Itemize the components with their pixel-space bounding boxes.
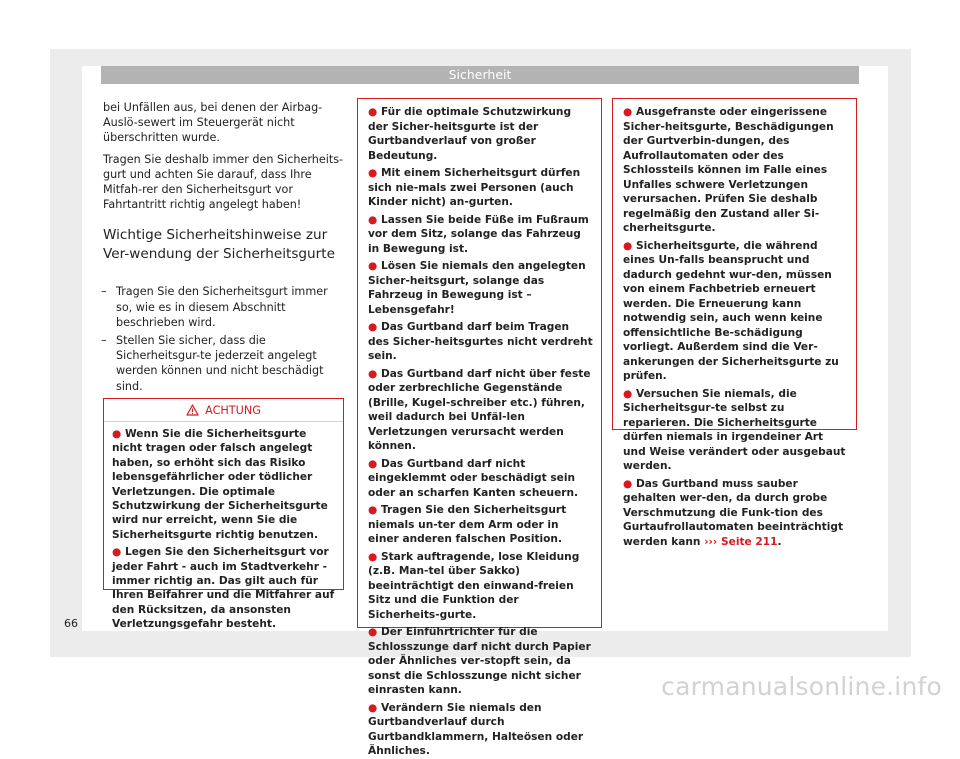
- list-item-text: Lassen Sie beide Füße im Fußraum vor dem Sitz, solange das Fahrzeug in Bewegung ist.: [368, 213, 589, 255]
- list-item: [623, 105, 848, 236]
- list-item-text: Ausgefranste oder eingerissene Sicher-heitsgurte, Beschädigungen der Gurtverbin-dungen, des Aufrollautomaten oder des Schlossteils können im Falle eines Unfalles schwere Verletzungen verursachen. Prüfen Sie deshalb regelmäßig den Zustand aller Si-cherheitsgurte.: [623, 106, 834, 234]
- list-item: [368, 701, 593, 759]
- list-item: [368, 213, 593, 257]
- list-item-text: Lösen Sie niemals den angelegten Sicher-heitsgurt, solange das Fahrzeug in Bewegung ist – Lebensgefahr!: [368, 260, 586, 316]
- dash-marker: –: [101, 334, 107, 348]
- bullet-icon: ●: [368, 701, 378, 714]
- sentence-end: .: [777, 535, 782, 548]
- list-item: [368, 166, 593, 210]
- intro-paragraph: bei Unfällen aus, bei denen der Airbag-Auslö-sewert im Steuergerät nicht überschritten wurde.: [103, 101, 323, 145]
- list-item: [623, 387, 848, 474]
- list-item-text: Das Gurtband muss sauber gehalten wer-den, da durch grobe Verschmutzung die Funk-tion des Gurtaufrollautomaten beeinträchtigt werden kann: [623, 477, 844, 548]
- intro-paragraph: Tragen Sie deshalb immer den Sicherheits-gurt und achten Sie darauf, dass Ihre Mitfah-rer den Sicherheitsgurt vor Fahrtantritt richtig angelegt haben!: [103, 152, 344, 212]
- list-item-text: Stark auftragende, lose Kleidung (z.B. Man-tel über Sakko) beeinträchtigt den einwand-freien Sitz und die Funktion der Sicherheits-gurte.: [368, 550, 580, 621]
- list-item-text: Sicherheitsgurte, die während eines Un-falls beansprucht und dadurch gedehnt wur-den, müssen von einem Fachbetrieb erneuert werden. Die Erneuerung kann notwendig sein, auch wenn keine offensichtliche Be-schädigung vorliegt. Außerdem sind die Ver-ankerungen der Sicherheitsgurte zu prüfen.: [623, 239, 839, 382]
- bullet-icon: ●: [368, 260, 378, 272]
- list-item-text: Mit einem Sicherheitsgurt dürfen sich nie-mals zwei Personen (auch Kinder nicht) an-gurten.: [368, 167, 581, 208]
- watermark: carmanualsonline.info: [661, 672, 942, 701]
- safety-notes-box-2: [612, 98, 857, 548]
- list-item: [368, 367, 593, 454]
- list-item: [623, 477, 848, 550]
- list-item-text: Das Gurtband darf beim Tragen des Sicher-heitsgurtes nicht verdreht sein.: [368, 321, 593, 362]
- list-item-text: Tragen Sie den Sicherheitsgurt immer so, wie es in diesem Abschnitt beschrieben wird.: [116, 285, 328, 329]
- bullet-icon: ●: [368, 367, 378, 380]
- column-1: [103, 100, 346, 397]
- safety-notes-list: [358, 99, 601, 759]
- warning-triangle-icon: [186, 404, 199, 416]
- warning-box: [103, 398, 344, 631]
- list-item-text: Der Einführtrichter für die Schlosszunge darf nicht durch Papier oder Ähnliches ver-stopft sein, da sonst die Schlosszunge nicht sicher einrasten kann.: [368, 626, 591, 696]
- list-item-text: Für die optimale Schutzwirkung der Sicher-heitsgurte ist der Gurtbandverlauf von großer Bedeutung.: [368, 106, 572, 162]
- page-reference-link[interactable]: Seite 211: [721, 535, 778, 548]
- bullet-icon: ●: [368, 457, 378, 470]
- list-item: [368, 105, 593, 163]
- bullet-icon: ●: [112, 428, 122, 440]
- list-item: [368, 259, 593, 317]
- list-item-text: Tragen Sie den Sicherheitsgurt niemals un-ter dem Arm oder in einer anderen falschen Position.: [368, 504, 567, 545]
- list-item: [368, 550, 593, 623]
- list-item-text: Stellen Sie sicher, dass die Sicherheitsgur-te jederzeit angelegt werden können und nicht beschädigt sind.: [116, 334, 324, 393]
- bullet-icon: ●: [368, 550, 378, 563]
- list-item: [103, 333, 346, 394]
- bullet-icon: ●: [623, 239, 633, 252]
- list-item: [623, 239, 848, 384]
- list-item-text: Versuchen Sie niemals, die Sicherheitsgur-te selbst zu reparieren. Die Sicherheitsgurte dürfen niemals in irgendeiner Art und Weise verändert oder ausgebaut werden.: [623, 387, 846, 472]
- safety-notes-list: [613, 99, 856, 549]
- page-title: Sicherheit: [448, 67, 512, 82]
- safety-notes-box-1: [357, 98, 602, 757]
- list-item-text: Verändern Sie niemals den Gurtbandverlauf durch Gurtbandklammern, Halteösen oder Ähnliches.: [368, 701, 584, 757]
- bullet-icon: ●: [623, 387, 633, 400]
- bullet-icon: ●: [112, 546, 122, 559]
- bullet-icon: ●: [368, 213, 378, 226]
- list-item: [368, 320, 593, 364]
- list-item: [368, 457, 593, 501]
- list-item-text: Wenn Sie die Sicherheitsgurte nicht tragen oder falsch angelegt haben, so erhöht sich das Risiko lebensgefährlicher oder tödlicher Verletzungen. Die optimale Schutzwirkung der Sicherheitsgurte wird nur erreicht, wenn Sie die Sicherheitsgurte richtig benutzen.: [112, 428, 328, 541]
- bullet-icon: ●: [368, 167, 378, 179]
- list-item-text: Das Gurtband darf nicht eingeklemmt oder beschädigt sein oder an scharfen Kanten scheuern.: [368, 457, 579, 499]
- warning-body: [104, 422, 343, 632]
- bullet-icon: ●: [368, 504, 378, 516]
- section-heading: Wichtige Sicherheitshinweise zur Ver-wendung der Sicherheitsgurte: [103, 227, 335, 263]
- bullet-icon: ●: [368, 106, 378, 118]
- warning-label: ACHTUNG: [205, 403, 261, 417]
- list-item: [103, 284, 346, 330]
- page-number: 66: [64, 617, 78, 630]
- list-item-text: Das Gurtband darf nicht über feste oder zerbrechliche Gegenstände (Brille, Kugel-schreiber etc.) führen, weil dadurch bei Unfäl-len Verletzungen verursacht werden können.: [368, 367, 591, 452]
- list-item-text: Legen Sie den Sicherheitsgurt vor jeder Fahrt - auch im Stadtverkehr - immer richtig an. Das gilt auch für Ihren Beifahrer und die Mitfahrer auf den Rücksitzen, da ansonsten Verletzungsgefahr besteht.: [112, 546, 335, 631]
- bullet-icon: ●: [368, 626, 378, 638]
- list-item: [368, 625, 593, 698]
- list-item: [368, 503, 593, 547]
- list-item: [112, 427, 336, 542]
- bullet-icon: ●: [623, 477, 633, 490]
- warning-header: [104, 399, 343, 422]
- list-item: [112, 545, 336, 631]
- dash-marker: –: [101, 285, 107, 299]
- reference-arrow-icon: ›››: [704, 535, 718, 548]
- bullet-icon: ●: [623, 106, 633, 118]
- bullet-icon: ●: [368, 321, 378, 333]
